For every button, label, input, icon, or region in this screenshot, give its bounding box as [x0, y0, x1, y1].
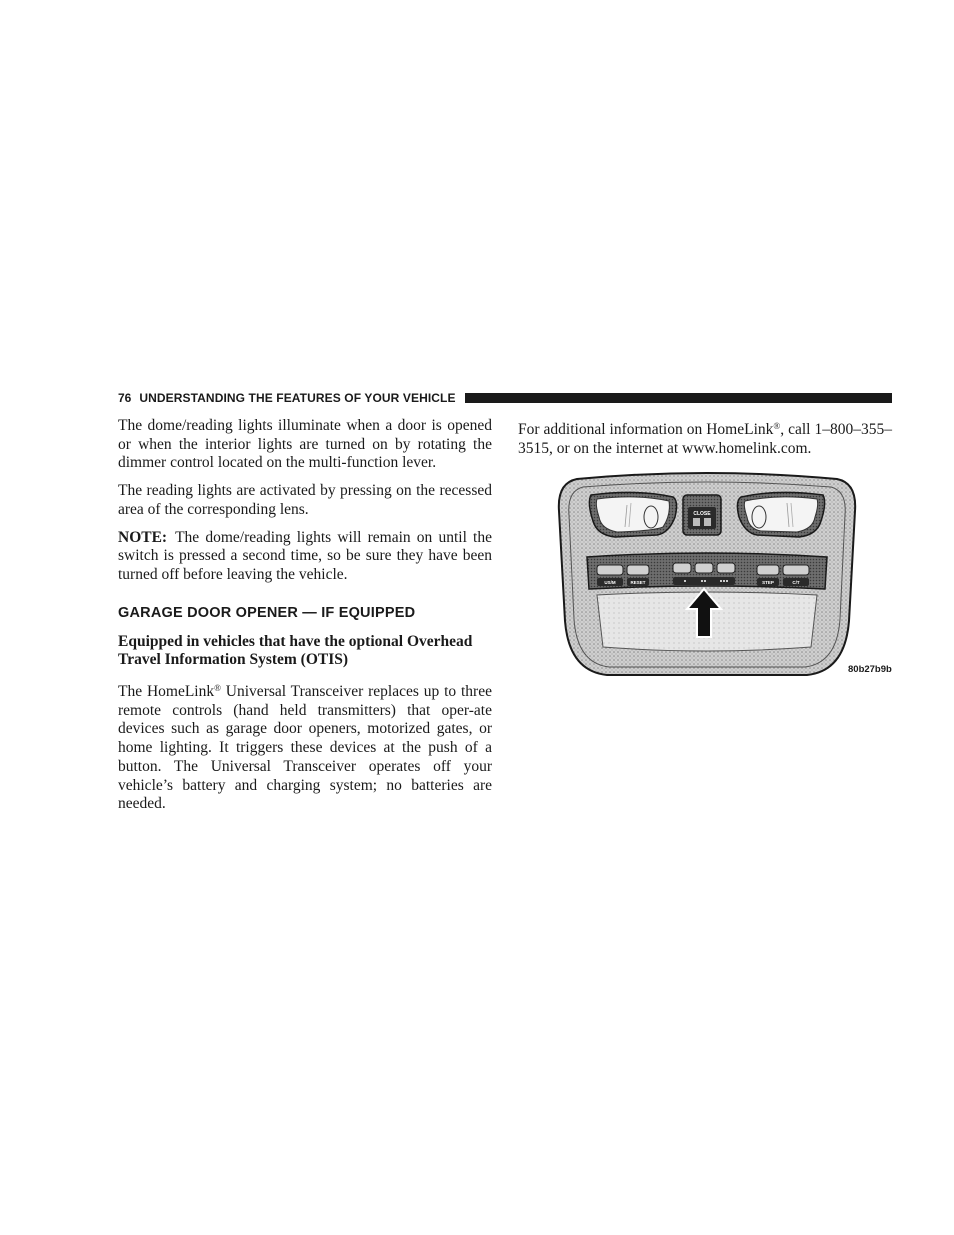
sunroof-switch: [683, 495, 721, 535]
info-text-rest: , call 1–800–355–3515, or on the internet at www.homelink.com.: [518, 421, 892, 457]
us-m-label: US/M: [604, 580, 616, 585]
dome-lights-paragraph: The dome/reading lights illuminate when a door is opened or when the interior lights are turned on by rotating the dimmer control located on the multi-function lever.: [118, 417, 492, 472]
otis-subheading: Equipped in vehicles that have the optional Overhead Travel Information System (OTIS): [118, 632, 473, 669]
garage-door-heading: GARAGE DOOR OPENER — IF EQUIPPED: [118, 604, 416, 621]
note-text: The dome/reading lights will remain on until the switch is pressed a second time, so be sure they have been turned off before leaving the vehicle.: [118, 528, 492, 583]
header-rule: [465, 393, 892, 403]
right-reading-lens: [737, 492, 824, 537]
info-text-start: For additional information on HomeLink: [518, 421, 774, 438]
note-paragraph: [118, 529, 492, 585]
registered-mark: ®: [214, 683, 221, 694]
c-t-label: C/T: [792, 580, 800, 585]
page-number: 76: [118, 391, 132, 405]
section-title: UNDERSTANDING THE FEATURES OF YOUR VEHICLE: [139, 391, 456, 405]
figure-id: 80b27b9b: [848, 664, 892, 675]
homelink-info-paragraph: [518, 417, 892, 458]
left-reading-lens: [589, 492, 676, 537]
note-label: NOTE:: [118, 528, 168, 546]
close-label: CLOSE: [693, 511, 711, 517]
registered-mark-2: ®: [773, 421, 781, 431]
overhead-console-illustration: [557, 471, 857, 681]
homelink-paragraph: [118, 679, 492, 814]
homelink-text-start: The HomeLink: [118, 683, 215, 701]
step-label: STEP: [762, 580, 774, 585]
page-header: [118, 389, 892, 407]
reading-lights-paragraph: The reading lights are activated by pressing on the recessed area of the corresponding lens.: [118, 482, 492, 518]
left-column: [118, 417, 492, 823]
homelink-text-rest: Universal Transceiver replaces up to three remote controls (hand held transmitters) that oper-ate devices such as garage door openers, motorized gates, or home lighting. It triggers these devices at the push of a button. The Universal Transceiver operates off your vehicle’s battery and charging system; no batteries are needed.: [118, 683, 492, 813]
right-column: [518, 417, 892, 467]
reset-label: RESET: [630, 580, 646, 585]
